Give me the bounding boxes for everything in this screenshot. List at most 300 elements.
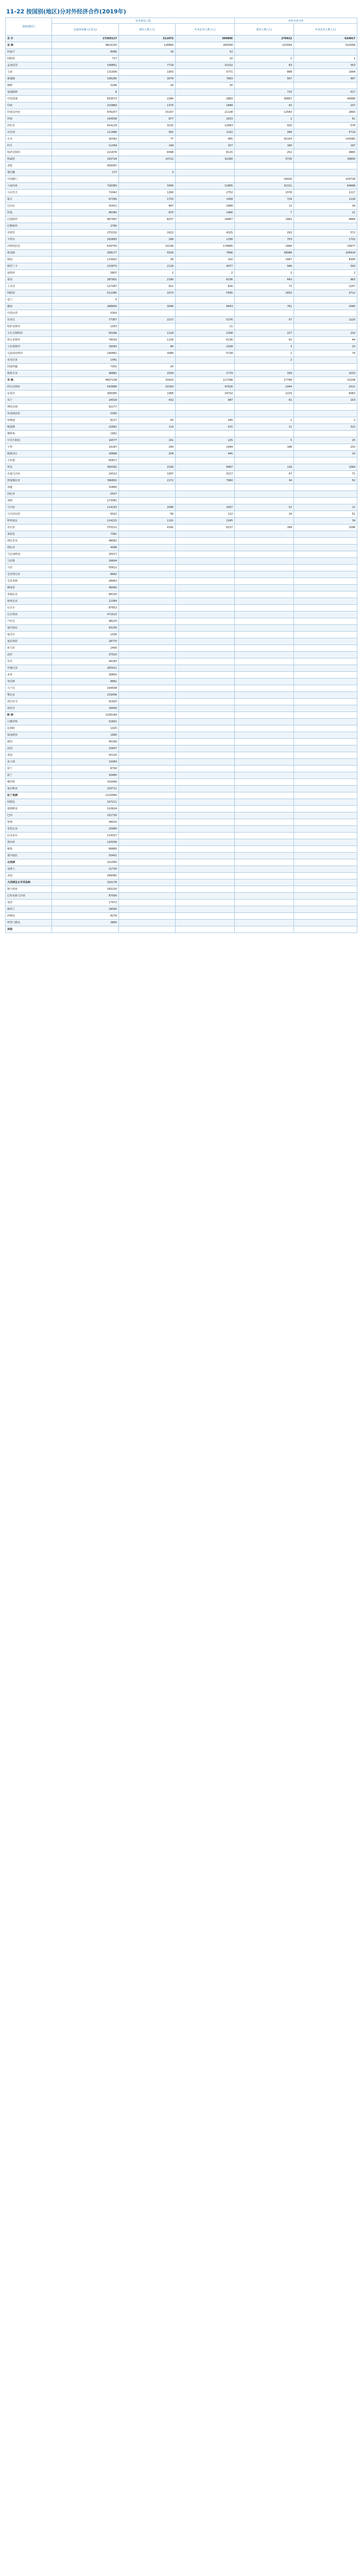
cell-value <box>176 585 235 591</box>
cell-value: 3405 <box>119 183 176 190</box>
cell-value <box>294 679 357 685</box>
row-label: 乌兹别克斯坦 <box>6 350 52 357</box>
cell-value <box>176 578 235 585</box>
cell-value <box>176 679 235 685</box>
cell-value <box>235 900 294 906</box>
cell-value: 3 <box>235 344 294 350</box>
cell-value <box>294 812 357 819</box>
cell-value <box>235 451 294 457</box>
cell-value: 184 <box>235 524 294 531</box>
cell-value <box>294 658 357 665</box>
cell-value <box>176 545 235 551</box>
row-label: 亚美尼亚 <box>6 357 52 364</box>
table-row <box>6 203 357 210</box>
row-label: 塔吉克斯坦 <box>6 337 52 344</box>
cell-value <box>176 538 235 545</box>
table-row <box>6 344 357 350</box>
cell-value: 15157 <box>119 109 176 116</box>
table-row <box>6 444 357 451</box>
cell-value: 204 <box>119 451 176 457</box>
cell-value <box>176 839 235 846</box>
table-row <box>6 491 357 498</box>
cell-value <box>119 484 176 491</box>
row-label: 毛里塔尼亚 <box>6 571 52 578</box>
row-label: 莫桑比克 <box>6 591 52 598</box>
cell-value <box>119 297 176 303</box>
cell-value <box>119 538 176 545</box>
row-label: 荷兰 <box>6 766 52 772</box>
cell-value: 2 <box>294 270 357 277</box>
cell-value <box>176 625 235 632</box>
cell-value: 103 <box>294 397 357 404</box>
cell-value <box>176 665 235 672</box>
cell-value <box>235 879 294 886</box>
cell-value <box>294 598 357 605</box>
cell-value: 61 <box>294 116 357 123</box>
cell-value: 10163 <box>119 384 176 391</box>
cell-value <box>119 766 176 772</box>
cell-value <box>235 779 294 786</box>
cell-value: 46060 <box>52 585 119 591</box>
cell-value <box>119 893 176 900</box>
cell-value: 26604 <box>52 558 119 565</box>
cell-value: 39605 <box>294 156 357 163</box>
cell-value <box>176 913 235 920</box>
cell-value <box>294 357 357 364</box>
cell-value <box>294 618 357 625</box>
cell-value: 578 <box>294 123 357 129</box>
cell-value <box>176 826 235 833</box>
cell-value <box>52 926 119 933</box>
group-header-labor: 对外劳务合作 <box>235 18 357 24</box>
row-label: 朝鲜 <box>6 82 52 89</box>
cell-value: 10 <box>176 56 235 62</box>
cell-value: 724 <box>235 196 294 203</box>
cell-value: 29 <box>119 82 176 89</box>
cell-value: 9814155 <box>52 42 119 49</box>
cell-value: 7666 <box>176 250 235 257</box>
cell-value: 10236 <box>119 243 176 250</box>
cell-value: 8276 <box>52 913 119 920</box>
cell-value: 84 <box>119 344 176 350</box>
cell-value: 123922 <box>52 257 119 263</box>
cell-value <box>235 457 294 464</box>
cell-value: 1096 <box>294 524 357 531</box>
cell-value: 15083 <box>52 759 119 766</box>
cell-value: 102 <box>176 257 235 263</box>
cell-value: 1007 <box>119 471 176 478</box>
table-row <box>6 96 357 103</box>
row-label: 约旦 <box>6 143 52 149</box>
row-label: 秘鲁 <box>6 846 52 853</box>
row-label: 北美洲 <box>6 859 52 866</box>
cell-value: 1026 <box>52 632 119 638</box>
table-row <box>6 223 357 230</box>
cell-value <box>294 752 357 759</box>
row-label: 美国 <box>6 873 52 879</box>
cell-value: 174685 <box>176 243 235 250</box>
cell-value: 593 <box>294 263 357 270</box>
cell-value: 2046 <box>119 504 176 511</box>
table-body <box>6 36 357 933</box>
table-row <box>6 900 357 906</box>
cell-value: 37520 <box>52 652 119 658</box>
cell-value <box>176 565 235 571</box>
cell-value <box>176 484 235 491</box>
cell-value <box>119 725 176 732</box>
column-header: 年末在外人数 (人) <box>176 24 235 36</box>
row-label: 哈萨克斯坦 <box>6 324 52 330</box>
cell-value: 396802 <box>52 478 119 484</box>
cell-value <box>235 82 294 89</box>
cell-value: 197 <box>294 143 357 149</box>
cell-value <box>235 739 294 745</box>
table-row <box>6 913 357 920</box>
cell-value <box>235 404 294 411</box>
cell-value: 7719 <box>119 62 176 69</box>
cell-value <box>119 772 176 779</box>
group-header-construction: 对外承包工程 <box>52 18 235 24</box>
cell-value: 12543 <box>235 109 294 116</box>
table-row <box>6 89 357 96</box>
cell-value: 2779 <box>176 370 235 377</box>
cell-value: 275332 <box>52 230 119 236</box>
cell-value <box>119 591 176 598</box>
cell-value <box>294 605 357 612</box>
cell-value: 1682 <box>235 216 294 223</box>
cell-value: 6136 <box>176 337 235 344</box>
cell-value <box>235 719 294 725</box>
table-row <box>6 451 357 457</box>
row-label: 玻利维亚 <box>6 806 52 812</box>
row-label: 中非共和国 <box>6 437 52 444</box>
cell-value: 465 <box>176 136 235 143</box>
cell-value <box>176 752 235 759</box>
table-row <box>6 545 357 551</box>
row-label: 柬埔寨 <box>6 76 52 82</box>
cell-value <box>119 786 176 792</box>
cell-value <box>235 839 294 846</box>
cell-value: 143083 <box>294 136 357 143</box>
cell-value <box>176 658 235 665</box>
cell-value <box>294 310 357 317</box>
cell-value <box>294 551 357 558</box>
row-label: 塞舌尔 <box>6 632 52 638</box>
cell-value: 847 <box>119 203 176 210</box>
table-row <box>6 799 357 806</box>
row-label: 韩国 <box>6 257 52 263</box>
cell-value: 249 <box>119 444 176 451</box>
cell-value: 3800 <box>52 920 119 926</box>
cell-value: 876257 <box>52 109 119 116</box>
table-row <box>6 56 357 62</box>
cell-value: 626750 <box>52 243 119 250</box>
cell-value: 2311 <box>294 384 357 391</box>
row-label: 苏丹 <box>6 658 52 665</box>
table-row <box>6 330 357 337</box>
row-label: 乍得 <box>6 444 52 451</box>
cell-value: 339 <box>235 370 294 377</box>
cell-value <box>176 170 235 176</box>
cell-value <box>235 853 294 859</box>
cell-value <box>119 612 176 618</box>
cell-value: 6568 <box>119 149 176 156</box>
cell-value: 89130 <box>52 591 119 598</box>
cell-value: 2118 <box>119 263 176 270</box>
cell-value: 215549 <box>235 42 294 49</box>
cell-value <box>235 578 294 585</box>
cell-value: 726383 <box>52 183 119 190</box>
cell-value: 2 <box>294 417 357 424</box>
cell-value: 110 <box>119 424 176 431</box>
cell-value <box>294 859 357 866</box>
row-label: 大洋洲及太平洋岛屿 <box>6 879 52 886</box>
cell-value: 1126 <box>119 337 176 344</box>
row-label: 尼日尔 <box>6 605 52 612</box>
cell-value <box>235 699 294 705</box>
row-label: 卡塔尔 <box>6 236 52 243</box>
cell-value: 1 <box>294 56 357 62</box>
cell-value <box>235 618 294 625</box>
table-row <box>6 786 357 792</box>
cell-value <box>294 806 357 812</box>
cell-value <box>294 692 357 699</box>
cell-value: 2 <box>235 116 294 123</box>
cell-value: 32860 <box>52 484 119 491</box>
cell-value: 112 <box>176 511 235 518</box>
row-label: 马达加斯加 <box>6 551 52 558</box>
table-row <box>6 324 357 330</box>
cell-value <box>294 632 357 638</box>
row-label: 中国台湾 <box>6 310 52 317</box>
cell-value <box>119 658 176 665</box>
row-label: 白俄罗斯 <box>6 719 52 725</box>
cell-value: 2 <box>235 270 294 277</box>
cell-value: 5526 <box>119 250 176 257</box>
table-row <box>6 926 357 933</box>
cell-value: 7960 <box>176 478 235 484</box>
row-label: 贝宁 <box>6 397 52 404</box>
cell-value <box>176 310 235 317</box>
table-row <box>6 76 357 82</box>
row-label: 英国 <box>6 752 52 759</box>
cell-value: 1220 <box>294 317 357 324</box>
cell-value <box>235 906 294 913</box>
cell-value: 7663 <box>176 76 235 82</box>
cell-value: 8115 <box>176 149 235 156</box>
cell-value: 36800 <box>52 672 119 679</box>
cell-value <box>235 518 294 524</box>
cell-value: 717 <box>52 56 119 62</box>
cell-value <box>235 665 294 672</box>
cell-value <box>52 176 119 183</box>
cell-value <box>235 866 294 873</box>
cell-value: 42421 <box>52 203 119 210</box>
cell-value: 1247 <box>294 283 357 290</box>
cell-value: 572 <box>294 230 357 236</box>
table-row <box>6 866 357 873</box>
cell-value: 196295 <box>52 76 119 82</box>
cell-value <box>119 491 176 498</box>
cell-value: 15232 <box>176 62 235 69</box>
cell-value: 3089 <box>119 350 176 357</box>
row-label: 纳米比亚 <box>6 598 52 605</box>
table-row <box>6 612 357 618</box>
cell-value <box>119 913 176 920</box>
cell-value: 5595 <box>176 290 235 297</box>
row-label: 吉布提 <box>6 457 52 464</box>
row-label: 欧 洲 <box>6 712 52 719</box>
cell-value: 5728 <box>176 350 235 357</box>
cell-value: 2843 <box>294 109 357 116</box>
cell-value: 40166 <box>52 739 119 745</box>
table-row <box>6 598 357 605</box>
cell-value: 77 <box>119 136 176 143</box>
cell-value: 1370 <box>119 103 176 109</box>
cell-value <box>235 873 294 879</box>
cell-value <box>294 457 357 464</box>
row-label: 新西兰 <box>6 906 52 913</box>
cell-value <box>294 558 357 565</box>
cell-value <box>176 598 235 605</box>
cell-value: 2 <box>119 270 176 277</box>
cell-value: 117398 <box>176 377 235 384</box>
cell-value: 471013 <box>52 612 119 618</box>
table-row <box>6 176 357 183</box>
cell-value: 2937 <box>176 504 235 511</box>
cell-value: 1 <box>235 350 294 357</box>
row-label: 马尔代夫 <box>6 190 52 196</box>
table-row <box>6 243 357 250</box>
cell-value: 877 <box>119 116 176 123</box>
table-row <box>6 170 357 176</box>
cell-value: 32280 <box>176 156 235 163</box>
table-row <box>6 839 357 846</box>
table-row <box>6 277 357 283</box>
column-header: 派出人数 (人) <box>119 24 176 36</box>
row-label: 科特迪瓦 <box>6 518 52 524</box>
table-row <box>6 424 357 431</box>
table-row <box>6 859 357 866</box>
cell-value: 2095 <box>294 303 357 310</box>
table-row <box>6 136 357 143</box>
table-row <box>6 283 357 290</box>
cell-value <box>294 759 357 766</box>
cell-value <box>119 545 176 551</box>
cell-value <box>119 551 176 558</box>
cell-value <box>119 357 176 364</box>
cell-value: 207 <box>294 103 357 109</box>
cell-value: 888 <box>235 69 294 76</box>
cell-value: 17293117 <box>52 36 119 42</box>
cell-value: 14712 <box>119 156 176 163</box>
row-label: 哈萨克斯坦 <box>6 149 52 156</box>
cell-value: 77367 <box>52 317 119 324</box>
cell-value: 12943 <box>176 123 235 129</box>
cell-value: 8700 <box>52 766 119 772</box>
cell-value <box>294 672 357 679</box>
cell-value: 164558 <box>52 116 119 123</box>
row-label: 土库曼斯坦 <box>6 344 52 350</box>
table-row <box>6 759 357 766</box>
cell-value: 31311 <box>235 183 294 190</box>
cell-value <box>294 538 357 545</box>
cell-value <box>235 531 294 538</box>
cell-value: 3712 <box>294 290 357 297</box>
cell-value: 321065 <box>52 859 119 866</box>
cell-value <box>294 49 357 56</box>
row-label: 南非 <box>6 652 52 658</box>
table-row <box>6 391 357 397</box>
cell-value <box>176 672 235 679</box>
cell-value <box>235 591 294 598</box>
cell-value <box>176 739 235 745</box>
cell-value: 5300 <box>52 411 119 417</box>
cell-value: 23607 <box>52 745 119 752</box>
cell-value <box>119 598 176 605</box>
cell-value: 74 <box>294 350 357 357</box>
cell-value <box>235 792 294 799</box>
cell-value: 211472 <box>119 36 176 42</box>
cell-value: 11 <box>294 504 357 511</box>
cell-value: 87000 <box>52 893 119 900</box>
cell-value: 28963 <box>52 578 119 585</box>
cell-value: 1025 <box>52 725 119 732</box>
cell-value: 21 <box>176 324 235 330</box>
cell-value: 114215 <box>52 518 119 524</box>
cell-value <box>294 833 357 839</box>
cell-value: 1336 <box>176 236 235 243</box>
row-label: 加拿大 <box>6 866 52 873</box>
cell-value <box>294 82 357 89</box>
cell-value: 50296 <box>52 330 119 337</box>
cell-value: 92177 <box>52 404 119 411</box>
cell-value <box>176 364 235 370</box>
cell-value: 48082 <box>52 538 119 545</box>
cell-value <box>119 859 176 866</box>
cell-value: 177 <box>52 170 119 176</box>
row-label: 孟加拉国 <box>6 62 52 69</box>
cell-value: 57 <box>235 317 294 324</box>
row-label: 肯尼亚 <box>6 524 52 531</box>
cell-value: 203 <box>294 444 357 451</box>
cell-value: 624017 <box>294 36 357 42</box>
cell-value <box>294 913 357 920</box>
cell-value <box>119 920 176 926</box>
cell-value <box>119 324 176 330</box>
cell-value <box>235 49 294 56</box>
row-label: 黎巴嫩 <box>6 170 52 176</box>
row-label: 阿塞拜疆 <box>6 364 52 370</box>
row-label: 多哥 <box>6 672 52 679</box>
cell-value: 41324 <box>235 136 294 143</box>
table-row <box>6 464 357 471</box>
cell-value <box>294 772 357 779</box>
row-label: 德国 <box>6 739 52 745</box>
cell-value <box>119 839 176 846</box>
cell-value <box>176 638 235 645</box>
table-row <box>6 437 357 444</box>
cell-value: 2308 <box>176 330 235 337</box>
table-row <box>6 739 357 745</box>
cell-value: 2400 <box>52 645 119 652</box>
row-label: 以色列 <box>6 129 52 136</box>
cell-value <box>235 545 294 551</box>
table-row <box>6 411 357 417</box>
row-label: 巴基斯坦 <box>6 216 52 223</box>
cell-value: 617 <box>294 89 357 96</box>
table-row <box>6 766 357 772</box>
